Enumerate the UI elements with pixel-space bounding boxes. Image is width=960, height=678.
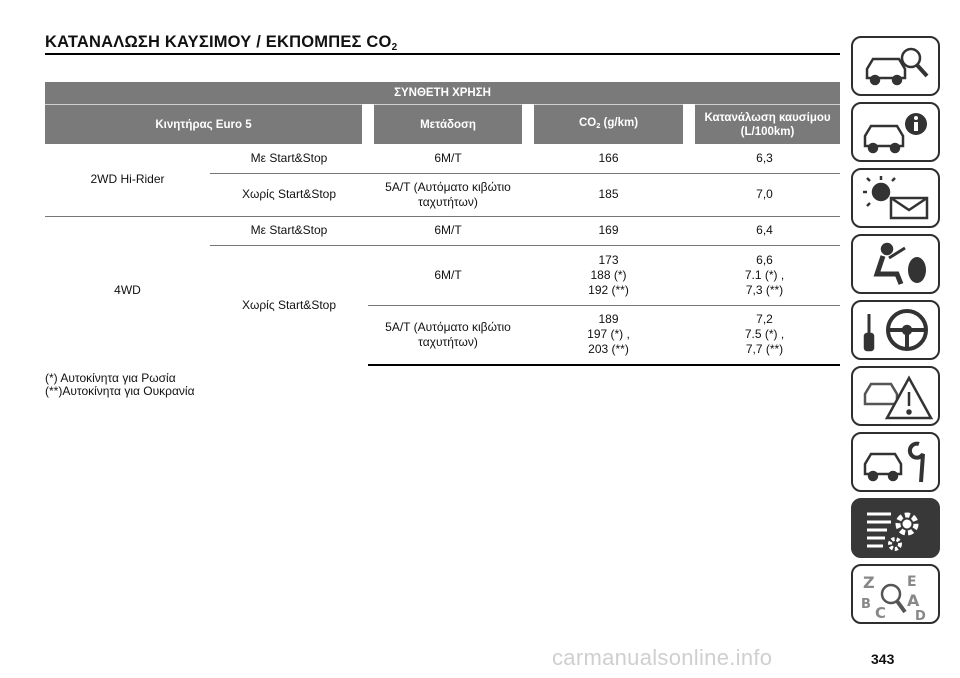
version-cell: 2WD Hi-Rider xyxy=(90,172,165,187)
page-title: ΚΑΤΑΝΑΛΩΣΗ ΚΑΥΣΙΜΟΥ / ΕΚΠΟΜΠΕΣ $CO_2$ xyxy=(45,33,398,53)
specs-gear-icon xyxy=(861,506,933,552)
key-steering-wheel-icon xyxy=(861,308,933,354)
svg-text:B: B xyxy=(861,597,871,612)
co2-header: $CO_2$ (g/km) xyxy=(528,105,689,145)
option-cell: Χωρίς Start&Stop xyxy=(210,173,368,216)
svg-text:A: A xyxy=(907,591,920,610)
svg-text:Z: Z xyxy=(863,573,875,592)
transmission-cell: 6M/T xyxy=(434,150,462,165)
table-header-row xyxy=(45,105,840,145)
consumption-cell: 6,6 7.1 (*) , 7,3 (**) xyxy=(689,245,840,305)
consumption-cell: 6,4 xyxy=(689,216,840,245)
co2-cell: 166 xyxy=(598,150,619,165)
fuel-consumption-table xyxy=(45,82,840,366)
consumption-cell: 7,2 7.5 (*) , 7,7 (**) xyxy=(689,305,840,365)
engine-header: Κινητήρας Euro 5 xyxy=(45,105,368,145)
footnote-ukraine: (**)Αυτοκίνητα για Ουκρανία xyxy=(45,384,195,398)
tab-technical-data[interactable] xyxy=(851,498,940,558)
table-row xyxy=(45,144,840,173)
seat-airbag-icon xyxy=(861,242,933,288)
consumption-cell: 7,0 xyxy=(689,173,840,216)
tab-starting-driving[interactable] xyxy=(851,300,940,360)
transmission-cell: 6M/T xyxy=(368,245,528,305)
car-warning-triangle-icon xyxy=(861,374,933,420)
co2-cell: 169 xyxy=(528,216,689,245)
footnote-russia: (*) Αυτοκίνητα για Ρωσία xyxy=(45,371,176,385)
alphabet-index-search-icon xyxy=(861,572,933,622)
version-cell: 4WD xyxy=(45,216,210,365)
transmission-cell: 5A/T (Αυτόματο κιβώτιο ταχυτήτων) xyxy=(368,305,528,365)
table-row xyxy=(45,216,840,245)
car-wrench-icon xyxy=(861,440,933,486)
watermark: carmanualsonline.info xyxy=(552,645,773,670)
transmission-cell: 6M/T xyxy=(368,216,528,245)
tab-maintenance[interactable] xyxy=(851,432,940,492)
svg-text:D: D xyxy=(915,609,926,622)
title-divider xyxy=(45,53,840,55)
tab-safety[interactable] xyxy=(851,234,940,294)
footnotes xyxy=(45,372,195,398)
option-cell: Χωρίς Start&Stop xyxy=(210,245,368,365)
tab-index[interactable] xyxy=(851,564,940,624)
combined-use-header: ΣΥΝΘΕΤΗ ΧΡΗΣΗ xyxy=(45,82,840,105)
transmission-header: Μετάδοση xyxy=(368,105,528,145)
table-group-header-row xyxy=(45,82,840,105)
svg-text:E: E xyxy=(907,574,917,590)
tab-getting-to-know[interactable] xyxy=(851,36,940,96)
co2-cell: 173 188 (*) 192 (**) xyxy=(528,245,689,305)
co2-cell: 185 xyxy=(528,173,689,216)
option-cell: Με Start&Stop xyxy=(250,150,328,165)
car-search-icon xyxy=(861,44,933,90)
tab-warning-lights[interactable] xyxy=(851,168,940,228)
warning-light-message-icon xyxy=(861,176,933,222)
consumption-cell: 6,3 xyxy=(756,150,773,165)
svg-text:C: C xyxy=(875,604,887,622)
co2-cell: 189 197 (*) , 203 (**) xyxy=(528,305,689,365)
car-info-icon xyxy=(861,110,933,156)
option-cell: Με Start&Stop xyxy=(210,216,368,245)
page-number: 343 xyxy=(871,651,895,667)
transmission-cell: 5A/T (Αυτόματο κιβώτιο ταχυτήτων) xyxy=(368,173,528,216)
tab-emergency[interactable] xyxy=(851,366,940,426)
consumption-header: Κατανάλωση καυσίμου (L/100km) xyxy=(689,105,840,145)
tab-dashboard-info[interactable] xyxy=(851,102,940,162)
